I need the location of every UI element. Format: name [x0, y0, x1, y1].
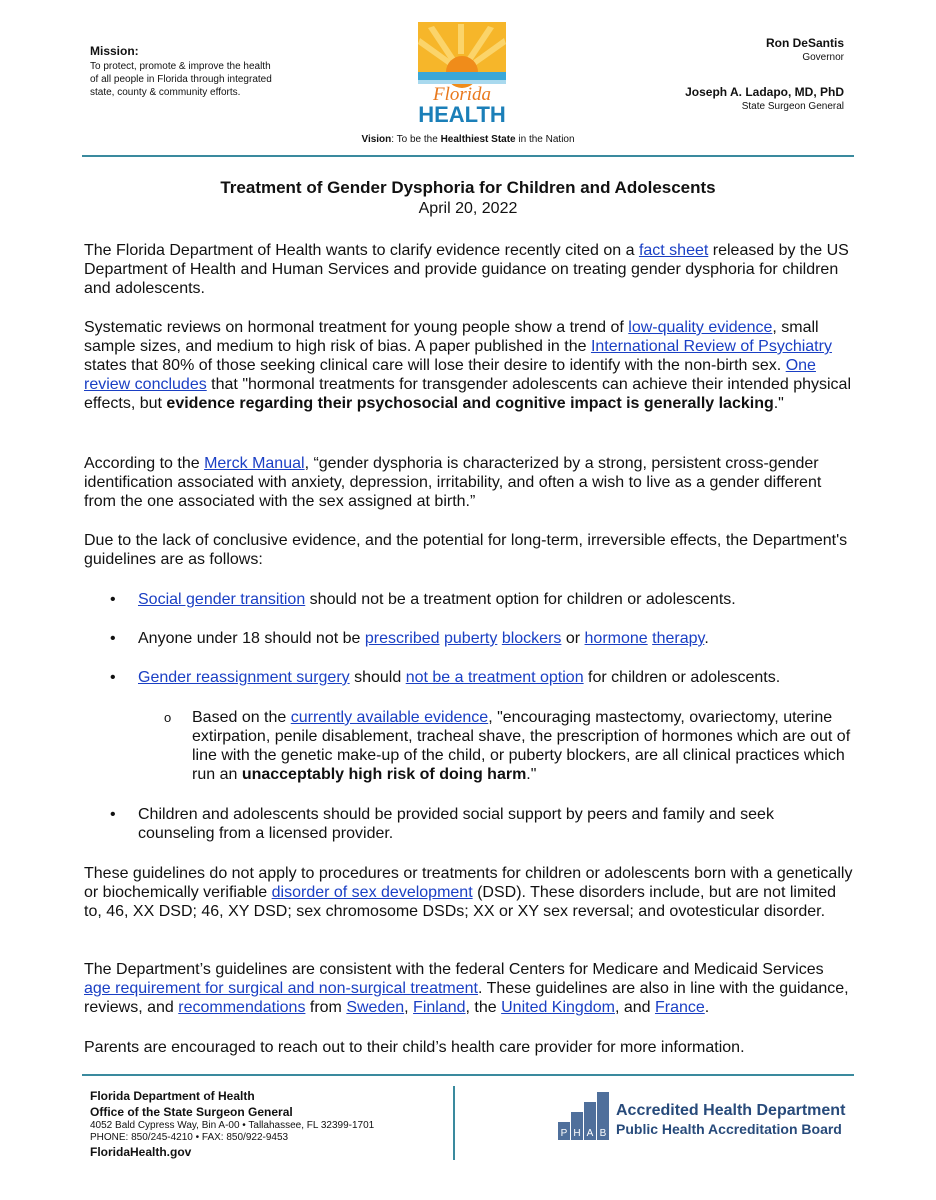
vision-statement: [0, 134, 936, 145]
list-item: • Social gender transition should not be a treatment option for children or adolescents.: [110, 591, 736, 608]
svg-text:B: B: [599, 1128, 607, 1139]
link-united-kingdom[interactable]: United Kingdom: [501, 999, 615, 1016]
mission-title: Mission:: [90, 44, 139, 58]
svg-text:H: H: [573, 1128, 581, 1139]
footer-vertical-divider: [453, 1086, 455, 1160]
paragraph-dsd: These guidelines do not apply to procedures or treatments for children or adolescents born with a genetically or biochemically verifiable disorder of sex development (DSD). These disorders include, but are not limited to, 46, XX DSD; 46, XY DSD; sex chromosome DSDs; XX or XY sex reversal; and ovotesticular disorder.: [84, 865, 853, 920]
paragraph-consistency: The Department’s guidelines are consistent with the federal Centers for Medicare and Medicaid Services age requirement for surgical and non-surgical treatment. These guidelines are also in line with the guidance, reviews, and recommendations from Sweden, Finland, the United Kingdom, and France.: [84, 961, 849, 1016]
bullet-icon: •: [110, 591, 116, 608]
link-therapy[interactable]: therapy: [652, 630, 705, 647]
link-one-review-concludes[interactable]: One review concludes: [84, 357, 816, 393]
phab-line2: Public Health Accreditation Board: [616, 1121, 842, 1137]
footer-phone: PHONE: 850/245-4210 • FAX: 850/922-9453: [90, 1132, 289, 1143]
mission-line: To protect, promote & improve the health: [90, 61, 271, 72]
governor-title: Governor: [802, 52, 844, 63]
bullet-icon: •: [110, 669, 116, 686]
footer-website: FloridaHealth.gov: [90, 1145, 192, 1159]
governor-name: Ron DeSantis: [765, 36, 844, 50]
logo-text-florida: Florida: [432, 84, 492, 105]
phab-logo-icon: [558, 1092, 610, 1140]
paragraph-parents: Parents are encouraged to reach out to their child’s health care provider for more information.: [84, 1039, 745, 1056]
circle-bullet-icon: o: [164, 710, 172, 725]
link-hormone[interactable]: hormone: [584, 630, 648, 647]
link-low-quality-evidence[interactable]: low-quality evidence: [628, 319, 773, 336]
mission-line: of all people in Florida through integrated: [90, 74, 272, 85]
surgeon-general-title: State Surgeon General: [741, 101, 844, 112]
list-item: • Anyone under 18 should not be prescribed puberty blockers or hormone therapy.: [110, 630, 709, 647]
link-blockers[interactable]: blockers: [501, 630, 562, 647]
vision-text: in the Nation: [515, 134, 575, 145]
list-item: • Gender reassignment surgery should not be a treatment option for children or adolescents.: [110, 669, 781, 686]
bullet-icon: •: [110, 806, 116, 823]
link-intl-review-psychiatry[interactable]: International Review of Psychiatry: [590, 338, 832, 355]
vision-text: : To be the: [391, 134, 441, 145]
list-item: • Children and adolescents should be provided social support by peers and family and seek counseling from a licensed provider.: [110, 806, 774, 842]
letterhead: [0, 0, 936, 160]
paragraph-merck: According to the Merck Manual, “gender dysphoria is characterized by a strong, persistent cross-gender identification associated with anxiety, depression, irritability, and often a wish to live as a gender different from the one associated with the sex assigned at birth.”: [84, 455, 822, 510]
paragraph-intro: The Florida Department of Health wants to clarify evidence recently cited on a fact sheet released by the US Department of Health and Human Services and provide guidance on treating gender dysphoria for children and adolescents.: [84, 242, 849, 297]
phab-text: [616, 1102, 845, 1137]
officials-block: [685, 36, 844, 112]
surgeon-general-name: Joseph A. Ladapo, MD, PhD: [685, 85, 844, 99]
link-finland[interactable]: Finland: [413, 999, 466, 1016]
link-france[interactable]: France: [654, 999, 705, 1016]
svg-text:P: P: [560, 1128, 568, 1139]
paragraph-reviews: Systematic reviews on hormonal treatment for young people show a trend of low-quality evidence, small sample sizes, and medium to high risk of bias. A paper published in the International Review of Psychiatry states that 80% of those seeking clinical care will lose their desire to identify with the non-birth sex. One review concludes that "hormonal treatments for transgender adolescents can achieve their intended physical effects, but evidence regarding their psychosocial and cognitive impact is generally lacking.": [84, 319, 852, 412]
logo-text-health: HEALTH: [418, 102, 506, 126]
sun-logo-icon: [418, 22, 506, 126]
header-divider: [82, 155, 854, 157]
link-merck-manual[interactable]: Merck Manual: [204, 455, 305, 472]
document-date: April 20, 2022: [418, 200, 518, 217]
vision-label: Vision: [361, 134, 392, 145]
list-subitem: o Based on the currently available evidence, "encouraging mastectomy, ovariectomy, uterine extirpation, penile disablement, tracheal shave, the prescription of hormones which are out of line with the genetic make-up of the child, or puberty blockers, are all clinical practices which run an unacceptably high risk of doing harm.": [164, 709, 851, 783]
link-disorder-sex-development[interactable]: disorder of sex development: [271, 884, 473, 901]
footer-divider: [82, 1074, 854, 1076]
paragraph-guidelines-intro: Due to the lack of conclusive evidence, and the potential for long-term, irreversible effects, the Department's guidelines are as follows:: [84, 532, 848, 568]
link-social-gender-transition[interactable]: Social gender transition: [138, 591, 306, 608]
link-not-treatment-option[interactable]: not be a treatment option: [405, 669, 584, 686]
footer-contact: [90, 1088, 420, 1160]
link-currently-available-evidence[interactable]: currently available evidence: [290, 709, 489, 726]
footer-office: Office of the State Surgeon General: [90, 1105, 293, 1119]
mission-block: [90, 44, 290, 99]
link-age-requirement[interactable]: age requirement for surgical and non-surgical treatment: [84, 980, 478, 997]
footer-address: 4052 Bald Cypress Way, Bin A-00 • Tallahassee, FL 32399-1701: [90, 1120, 375, 1131]
link-prescribed[interactable]: prescribed: [364, 630, 440, 647]
phab-badge: [558, 1092, 858, 1152]
link-gender-reassignment-surgery[interactable]: Gender reassignment surgery: [138, 669, 350, 686]
florida-health-logo: [418, 22, 506, 126]
phab-line1: Accredited Health Department: [616, 1102, 846, 1119]
svg-text:A: A: [586, 1128, 594, 1139]
bullet-icon: •: [110, 630, 116, 647]
link-recommendations[interactable]: recommendations: [178, 999, 306, 1016]
link-sweden[interactable]: Sweden: [346, 999, 405, 1016]
link-fact-sheet[interactable]: fact sheet: [638, 242, 709, 259]
document-title: Treatment of Gender Dysphoria for Children and Adolescents: [220, 178, 716, 197]
footer-dept: Florida Department of Health: [90, 1089, 255, 1103]
vision-bold: Healthiest State: [440, 134, 516, 145]
link-puberty[interactable]: puberty: [444, 630, 498, 647]
mission-text: [90, 60, 290, 99]
mission-line: state, county & community efforts.: [90, 87, 241, 98]
